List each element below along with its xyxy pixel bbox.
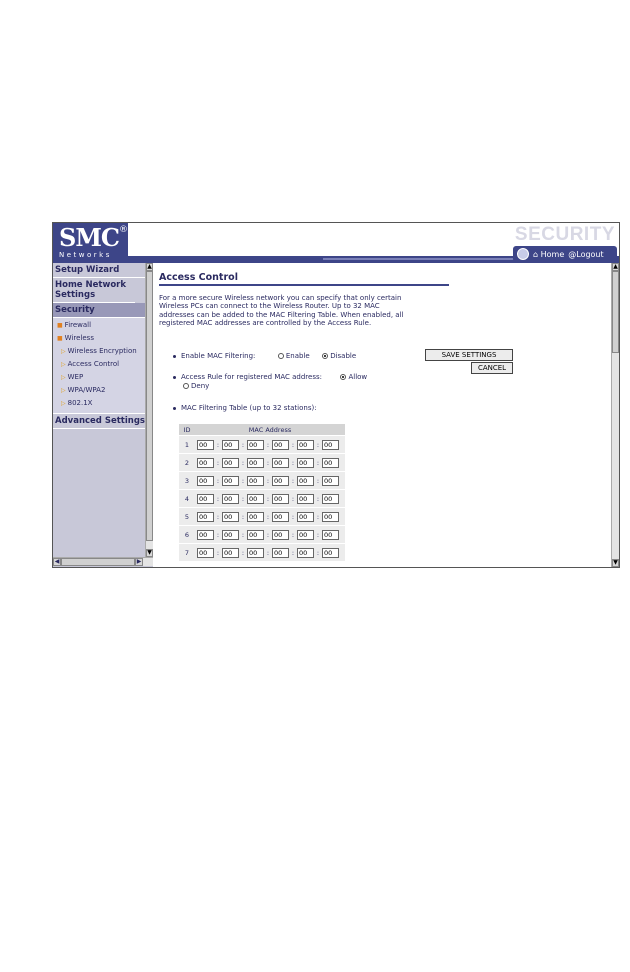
mac-octet-input[interactable]: 00 — [197, 530, 214, 540]
octet-separator: : — [241, 548, 245, 557]
globe-icon — [517, 248, 529, 260]
mac-octet-input[interactable]: 00 — [272, 458, 289, 468]
sidebar-item-home-network-settings[interactable]: Home Network Settings — [53, 278, 135, 303]
octet-separator: : — [241, 476, 245, 485]
mac-octet-input[interactable]: 00 — [222, 476, 239, 486]
octet-separator: : — [241, 494, 245, 503]
scroll-down-icon[interactable]: ▼ — [147, 549, 152, 556]
main-vertical-scrollbar[interactable] — [611, 263, 619, 567]
octet-separator: : — [316, 476, 320, 485]
arrow-icon: ▷ — [61, 387, 66, 394]
octet-separator: : — [266, 494, 270, 503]
mac-octet-input[interactable]: 00 — [322, 548, 339, 558]
mac-octet-input[interactable]: 00 — [197, 548, 214, 558]
page-description: For a more secure Wireless network you can specify that only certain Wireless PCs can connect to the Wireless Router. Up to 32 MAC addresses can be added to the MAC Filtering Table. When enabled, all registered MAC addresses are controlled by the Access Rule. — [159, 294, 404, 327]
scroll-down-icon[interactable]: ▼ — [613, 559, 618, 566]
mac-address-cell — [195, 490, 345, 508]
octet-separator: : — [291, 530, 295, 539]
enable-mac-filtering-row: Enable MAC Filtering: Enable Disable — [173, 352, 356, 360]
mac-octet-input[interactable]: 00 — [197, 512, 214, 522]
mac-address-cell — [195, 454, 345, 472]
mac-octet-input[interactable]: 00 — [272, 440, 289, 450]
bullet-icon: ■ — [57, 335, 63, 342]
octet-separator: : — [241, 440, 245, 449]
mac-octet-input[interactable]: 00 — [322, 512, 339, 522]
sidebar-item-wireless-encryption[interactable]: ▷ Wireless Encryption — [61, 347, 137, 355]
mac-table-label-row: MAC Filtering Table (up to 32 stations): — [173, 404, 317, 412]
column-header-id: ID — [179, 424, 195, 436]
sidebar-item-firewall[interactable]: ■ Firewall — [57, 321, 92, 329]
octet-separator: : — [266, 548, 270, 557]
sidebar-item-wep[interactable]: ▷ WEP — [61, 373, 84, 381]
table-row — [179, 526, 345, 544]
mac-octet-input[interactable]: 00 — [247, 494, 264, 504]
table-row — [179, 436, 345, 454]
scroll-thumb[interactable] — [612, 271, 619, 353]
table-row — [179, 544, 345, 562]
mac-octet-input[interactable]: 00 — [222, 458, 239, 468]
arrow-icon: ▷ — [61, 348, 66, 355]
enable-radio[interactable] — [278, 353, 284, 359]
save-settings-button[interactable]: SAVE SETTINGS — [425, 349, 513, 361]
mac-octet-input[interactable]: 00 — [297, 476, 314, 486]
octet-separator: : — [266, 476, 270, 485]
octet-separator: : — [266, 458, 270, 467]
octet-separator: : — [291, 548, 295, 557]
sidebar — [53, 263, 153, 567]
mac-octet-input[interactable]: 00 — [197, 440, 214, 450]
table-row — [179, 454, 345, 472]
security-submenu — [53, 318, 153, 414]
scroll-up-icon[interactable]: ▲ — [147, 263, 152, 270]
logout-link[interactable]: @Logout — [568, 249, 604, 259]
bullet-icon: ■ — [57, 322, 63, 329]
sidebar-horizontal-scrollbar[interactable] — [53, 557, 153, 566]
scroll-thumb[interactable] — [146, 271, 153, 541]
row-id: 4 — [179, 490, 195, 508]
sidebar-item-wpa-wpa2[interactable]: ▷ WPA/WPA2 — [61, 386, 106, 394]
page-title: Access Control — [159, 272, 238, 283]
mac-address-cell — [195, 508, 345, 526]
sidebar-vertical-scrollbar[interactable] — [145, 263, 153, 557]
arrow-icon: ▷ — [61, 374, 66, 381]
mac-octet-input[interactable]: 00 — [297, 548, 314, 558]
octet-separator: : — [216, 494, 220, 503]
arrow-icon: ▷ — [61, 361, 66, 368]
mac-octet-input[interactable]: 00 — [222, 512, 239, 522]
octet-separator: : — [241, 530, 245, 539]
sidebar-item-security[interactable]: Security — [53, 303, 153, 318]
column-header-mac: MAC Address — [195, 424, 345, 436]
mac-octet-input[interactable]: 00 — [322, 476, 339, 486]
octet-separator: : — [216, 530, 220, 539]
title-underline — [159, 284, 449, 286]
octet-separator: : — [291, 458, 295, 467]
mac-octet-input[interactable]: 00 — [222, 494, 239, 504]
row-id: 7 — [179, 544, 195, 562]
octet-separator: : — [316, 548, 320, 557]
top-links — [513, 246, 617, 262]
octet-separator: : — [266, 440, 270, 449]
mac-address-cell — [195, 472, 345, 490]
mac-octet-input[interactable]: 00 — [322, 494, 339, 504]
octet-separator: : — [216, 458, 220, 467]
deny-radio[interactable] — [183, 383, 189, 389]
sidebar-item-advanced-settings[interactable]: Advanced Settings — [53, 414, 153, 429]
octet-separator: : — [291, 476, 295, 485]
home-link[interactable]: ⌂ Home — [533, 249, 565, 259]
row-id: 1 — [179, 436, 195, 454]
main-content — [153, 263, 619, 567]
smc-logo: SMC® Networks — [59, 223, 128, 259]
mac-address-cell — [195, 526, 345, 544]
sidebar-item-access-control[interactable]: ▷ Access Control — [61, 360, 120, 368]
mac-octet-input[interactable]: 00 — [322, 458, 339, 468]
octet-separator: : — [216, 440, 220, 449]
octet-separator: : — [216, 512, 220, 521]
row-id: 5 — [179, 508, 195, 526]
mac-octet-input[interactable]: 00 — [297, 458, 314, 468]
mac-octet-input[interactable]: 00 — [247, 512, 264, 522]
section-title: SECURITY — [514, 224, 615, 245]
mac-octet-input[interactable]: 00 — [247, 476, 264, 486]
mac-octet-input[interactable]: 00 — [222, 530, 239, 540]
mac-octet-input[interactable]: 00 — [297, 512, 314, 522]
octet-separator: : — [216, 548, 220, 557]
sidebar-item-8021x[interactable]: ▷ 802.1X — [61, 399, 93, 407]
allow-radio[interactable] — [340, 374, 346, 380]
mac-octet-input[interactable]: 00 — [247, 530, 264, 540]
mac-octet-input[interactable]: 00 — [272, 494, 289, 504]
browser-screenshot — [52, 222, 620, 568]
octet-separator: : — [316, 440, 320, 449]
mac-octet-input[interactable]: 00 — [222, 548, 239, 558]
octet-separator: : — [241, 458, 245, 467]
sidebar-item-wireless[interactable]: ■ Wireless — [57, 334, 94, 342]
mac-octet-input[interactable]: 00 — [222, 440, 239, 450]
octet-separator: : — [216, 476, 220, 485]
mac-octet-input[interactable]: 00 — [272, 530, 289, 540]
table-row — [179, 508, 345, 526]
mac-octet-input[interactable]: 00 — [322, 440, 339, 450]
mac-address-cell — [195, 436, 345, 454]
scroll-left-icon[interactable]: ◀ — [54, 558, 60, 565]
page-header — [53, 223, 619, 263]
octet-separator: : — [316, 494, 320, 503]
mac-octet-input[interactable]: 00 — [322, 530, 339, 540]
deny-row: Deny — [183, 382, 209, 390]
octet-separator: : — [241, 512, 245, 521]
arrow-icon: ▷ — [61, 400, 66, 407]
mac-octet-input[interactable]: 00 — [247, 548, 264, 558]
octet-separator: : — [291, 512, 295, 521]
mac-octet-input[interactable]: 00 — [197, 494, 214, 504]
disable-radio[interactable] — [322, 353, 328, 359]
octet-separator: : — [316, 530, 320, 539]
mac-octet-input[interactable]: 00 — [247, 440, 264, 450]
scroll-up-icon[interactable]: ▲ — [613, 263, 618, 270]
mac-octet-input[interactable]: 00 — [272, 476, 289, 486]
mac-octet-input[interactable]: 00 — [197, 458, 214, 468]
octet-separator: : — [316, 512, 320, 521]
table-row — [179, 490, 345, 508]
table-row — [179, 472, 345, 490]
mac-octet-input[interactable]: 00 — [272, 512, 289, 522]
octet-separator: : — [291, 440, 295, 449]
mac-address-cell — [195, 544, 345, 562]
row-id: 6 — [179, 526, 195, 544]
mac-octet-input[interactable]: 00 — [297, 530, 314, 540]
sidebar-item-setup-wizard[interactable]: Setup Wizard — [53, 263, 153, 278]
scroll-thumb[interactable] — [61, 558, 135, 566]
row-id: 2 — [179, 454, 195, 472]
scroll-right-icon[interactable]: ▶ — [136, 558, 142, 565]
mac-octet-input[interactable]: 00 — [297, 494, 314, 504]
access-rule-row: Access Rule for registered MAC address: Allow — [173, 373, 367, 381]
table-header — [179, 424, 345, 436]
mac-octet-input[interactable]: 00 — [297, 440, 314, 450]
mac-octet-input[interactable]: 00 — [272, 548, 289, 558]
octet-separator: : — [316, 458, 320, 467]
octet-separator: : — [291, 494, 295, 503]
octet-separator: : — [266, 530, 270, 539]
row-id: 3 — [179, 472, 195, 490]
mac-filtering-table — [179, 424, 345, 561]
mac-octet-input[interactable]: 00 — [197, 476, 214, 486]
mac-octet-input[interactable]: 00 — [247, 458, 264, 468]
home-icon: ⌂ — [533, 249, 539, 259]
octet-separator: : — [266, 512, 270, 521]
cancel-button[interactable]: CANCEL — [471, 362, 513, 374]
